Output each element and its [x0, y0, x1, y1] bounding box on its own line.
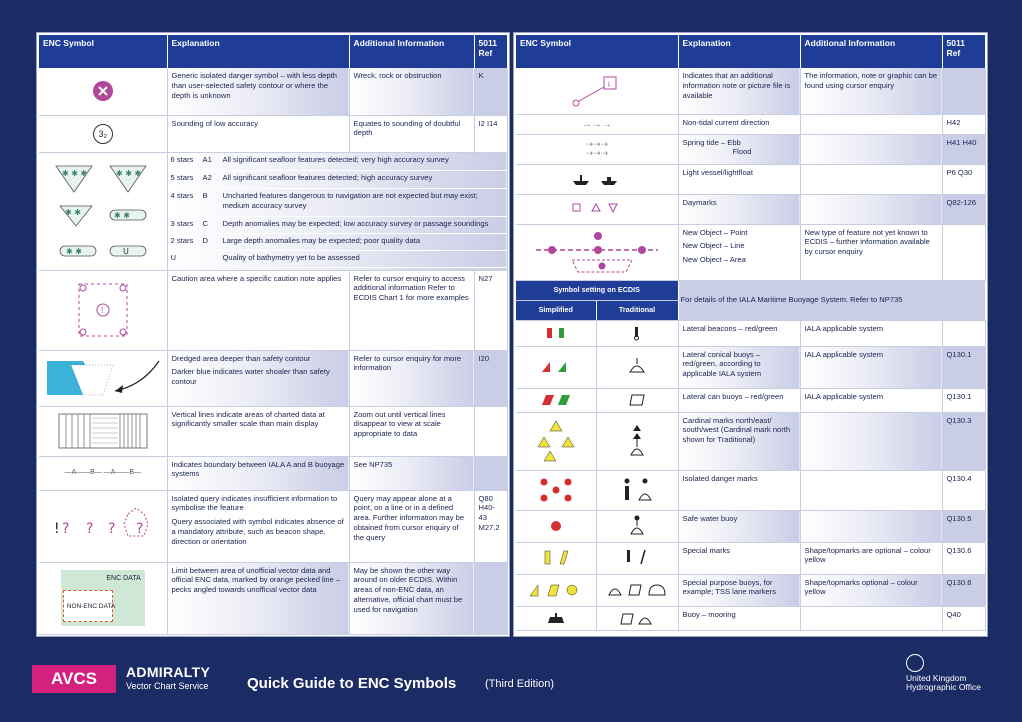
- svg-text:✱ ✱: ✱ ✱: [64, 208, 81, 217]
- can-traditional-icon: [625, 392, 649, 408]
- explanation-cell: [678, 134, 800, 164]
- table-row: [516, 134, 985, 164]
- zoc-symbols: [39, 152, 167, 270]
- col-header-info: Additional Information: [800, 35, 942, 68]
- safe-water-icon: [546, 518, 566, 534]
- ref-cell: K: [474, 68, 507, 115]
- table-row: [516, 224, 985, 280]
- query-icon: [48, 506, 158, 546]
- col-header-explanation: Explanation: [167, 35, 349, 68]
- info-cell: See NP735: [349, 456, 474, 490]
- star-label: U: [168, 251, 200, 268]
- star-code: B: [200, 189, 220, 217]
- right-header-row: [516, 35, 985, 68]
- star-code: A1: [200, 153, 220, 171]
- lateral-beacon-traditional: [596, 320, 678, 346]
- explanation-cell: Vertical lines indicate areas of charted data at significantly smaller scale than main display: [167, 406, 349, 456]
- star-text: All significant seafloor features detected; high accuracy survey: [220, 171, 507, 189]
- new-object-icon: [532, 228, 662, 276]
- light-vessel-icon: [567, 171, 627, 187]
- ref-cell: Q130.6: [942, 542, 985, 574]
- explanation-line: New Object – Point: [682, 227, 748, 237]
- sounding-value: 3₂: [93, 124, 113, 144]
- star-label: 4 stars: [168, 189, 200, 217]
- ref-cell: [474, 406, 507, 456]
- info-note-symbol: [516, 68, 678, 114]
- explanation-cell: Sounding of low accuracy: [167, 115, 349, 152]
- explanation-cell: Indicates that an additional information note or picture file is available: [678, 68, 800, 114]
- can-buoy-traditional: [596, 388, 678, 412]
- safe-water-simplified: [516, 510, 596, 542]
- tide-arrow-icon: ⇢⇢⇢ ⇢⇢⇢: [516, 134, 678, 164]
- explanation-cell: Special purpose buoys, for example; TSS lane markers: [678, 574, 800, 606]
- info-cell: Equates to sounding of doubtful depth: [349, 115, 474, 152]
- info-cell: May be shown the other way around on older ECDIS. Within areas of non-ENC data, an alternative, official chart must be used for navigation: [349, 562, 474, 634]
- left-symbol-table: [39, 35, 508, 635]
- ukho-line-2: Hydrographic Office: [906, 682, 981, 693]
- cardinal-mark-simplified: [516, 412, 596, 470]
- isolated-danger-mark-icon: [534, 476, 578, 504]
- explanation-cell: Cardinal marks north/east/ south/west (Cardinal mark north shown for Traditional): [678, 412, 800, 470]
- current-arrow-icon: →→→: [516, 114, 678, 134]
- conical-buoy-simplified: [516, 346, 596, 388]
- special-purpose-traditional-icon: [605, 581, 669, 599]
- table-row: [516, 470, 985, 510]
- info-note-icon: [562, 73, 632, 109]
- enc-data-label: ENC DATA: [106, 575, 141, 582]
- info-cell: Shape/topmarks are optional – colour yellow: [800, 542, 942, 574]
- guide-title: Quick Guide to ENC Symbols: [247, 675, 457, 692]
- dredged-area-symbol: [39, 350, 167, 406]
- mooring-traditional-icon: [617, 610, 657, 626]
- isolated-danger-traditional-icon: [617, 476, 657, 504]
- info-cell: [800, 412, 942, 470]
- star-row: [168, 217, 507, 234]
- table-row: [39, 456, 507, 490]
- ref-cell: I2 I14: [474, 115, 507, 152]
- safe-water-traditional: [596, 510, 678, 542]
- explanation-line: New Object – Area: [682, 255, 746, 265]
- svg-text:i: i: [607, 79, 610, 89]
- info-cell: Shape/topmarks optional – colour yellow: [800, 574, 942, 606]
- svg-text:!: !: [100, 306, 103, 315]
- caution-area-symbol: [39, 270, 167, 350]
- svg-text:✱ ✱: ✱ ✱: [113, 211, 130, 220]
- ref-cell: Q82-126: [942, 194, 985, 224]
- svg-text:?: ?: [61, 521, 70, 537]
- left-panel: [37, 33, 509, 636]
- table-row: [516, 574, 985, 606]
- ref-cell: Q80 H40-43 M27.2: [474, 490, 507, 562]
- explanation-cell: Safe water buoy: [678, 510, 800, 542]
- svg-text:!: !: [53, 521, 60, 537]
- info-cell: New type of feature not yet known to ECDIS – further information available by cursor enquiry: [800, 224, 942, 280]
- special-mark-traditional: [596, 542, 678, 574]
- explanation-cell: Special marks: [678, 542, 800, 574]
- cardinal-mark-icon: [536, 419, 576, 463]
- enc-limit-symbol: [39, 562, 167, 634]
- table-row: [39, 562, 507, 634]
- traditional-label: Traditional: [596, 300, 678, 320]
- special-mark-traditional-icon: [617, 548, 657, 568]
- info-cell: Zoom out until vertical lines disappear to view at scale appropriate to data: [349, 406, 474, 456]
- conical-buoy-icon: [538, 360, 574, 374]
- info-cell: Wreck, rock or obstruction: [349, 68, 474, 115]
- table-row: [39, 490, 507, 562]
- caution-area-icon: [73, 278, 133, 342]
- mooring-buoy-simplified: [516, 606, 596, 630]
- star-label: 6 stars: [168, 153, 200, 171]
- conical-traditional-icon: [625, 358, 649, 376]
- explanation-cell: Generic isolated danger symbol – with less depth than user-selected safety contour or where the depth is unknown: [167, 68, 349, 115]
- explanation-cell: Buoy – mooring: [678, 606, 800, 630]
- ref-cell: I20: [474, 350, 507, 406]
- explanation-line: Darker blue indicates water shoaler than safety contour: [171, 367, 330, 387]
- ref-cell: Q130.6: [942, 574, 985, 606]
- ref-cell: Q130.4: [942, 470, 985, 510]
- col-header-explanation: Explanation: [678, 35, 800, 68]
- star-code: C: [200, 217, 220, 234]
- light-vessel-symbol: [516, 164, 678, 194]
- left-header-row: [39, 35, 507, 68]
- ref-cell: Q130.1: [942, 388, 985, 412]
- star-label: 2 stars: [168, 234, 200, 251]
- ecdis-setting-row: [516, 280, 985, 300]
- ref-cell: Q40: [942, 606, 985, 630]
- crest-icon: [906, 654, 924, 672]
- special-mark-icon: [538, 548, 574, 568]
- footer: [0, 648, 1022, 722]
- vector-chart-service-text: Vector Chart Service: [126, 681, 209, 691]
- ref-cell: [474, 562, 507, 634]
- simplified-label: Simplified: [516, 300, 596, 320]
- mooring-buoy-icon: [544, 611, 568, 625]
- explanation-line: Query associated with symbol indicates absence of a mandatory attribute, such as beacon shape, direction or orientation: [171, 517, 344, 546]
- safe-water-traditional-icon: [625, 514, 649, 538]
- table-row: [516, 114, 985, 134]
- star-text: All significant seafloor features detected; very high accuracy survey: [220, 153, 507, 171]
- lateral-beacon-simplified: [516, 320, 596, 346]
- star-code: A2: [200, 171, 220, 189]
- special-purpose-traditional: [596, 574, 678, 606]
- isolated-danger-symbol: [39, 68, 167, 115]
- table-row: [516, 412, 985, 470]
- explanation-cell: [167, 350, 349, 406]
- svg-text:✱ ✱ ✱: ✱ ✱ ✱: [61, 169, 87, 178]
- col-header-info: Additional Information: [349, 35, 474, 68]
- special-purpose-icon: [526, 582, 586, 598]
- star-rating-table: [168, 153, 507, 269]
- zone-of-confidence-icon: [48, 156, 158, 266]
- star-label: 3 stars: [168, 217, 200, 234]
- iala-note: For details of the IALA Maritime Buoyage System. Refer to NP735: [678, 280, 985, 320]
- info-cell: IALA applicable system: [800, 346, 942, 388]
- explanation-cell: Limit between area of unofficial vector data and official ENC data, marked by orange pecked line – pecks angled towards unofficial vector data: [167, 562, 349, 634]
- col-header-ref: 5011 Ref: [942, 35, 985, 68]
- explanation-line: Dredged area deeper than safety contour: [171, 353, 311, 363]
- avcs-badge: AVCS: [32, 665, 116, 693]
- explanation-cell: Non-tidal current direction: [678, 114, 800, 134]
- explanation-cell: Lateral conical buoys – red/green, according to applicable IALA system: [678, 346, 800, 388]
- star-code: D: [200, 234, 220, 251]
- ref-cell: Q130.3: [942, 412, 985, 470]
- star-text: Quality of bathymetry yet to be assessed: [220, 251, 507, 268]
- ref-cell: H41 H40: [942, 134, 985, 164]
- cardinal-mark-traditional: [596, 412, 678, 470]
- ref-cell: [942, 68, 985, 114]
- table-row: [39, 406, 507, 456]
- ref-cell: P6 Q30: [942, 164, 985, 194]
- ref-cell: [942, 320, 985, 346]
- info-cell: [800, 164, 942, 194]
- isolated-danger-icon: [91, 79, 115, 103]
- star-label: 5 stars: [168, 171, 200, 189]
- info-cell: [800, 114, 942, 134]
- ref-cell: [474, 456, 507, 490]
- info-cell: [800, 510, 942, 542]
- info-cell: Query may appear alone at a point, on a line or in a defined area. Further information may be obtained from cursor enquiry of the query: [349, 490, 474, 562]
- beacon-traditional-icon: [627, 325, 647, 341]
- smaller-scale-symbol: [39, 406, 167, 456]
- table-row: [516, 194, 985, 224]
- cardinal-traditional-icon: [625, 423, 649, 459]
- info-cell: [800, 134, 942, 164]
- daymark-icon: [567, 201, 627, 217]
- mooring-buoy-traditional: [596, 606, 678, 630]
- dredged-area-icon: [43, 355, 163, 401]
- ecdis-setting-title: Symbol setting on ECDIS: [516, 280, 678, 300]
- enc-limit-graphic: [61, 570, 145, 626]
- ref-cell: Q130.5: [942, 510, 985, 542]
- star-text: Depth anomalies may be expected; low accuracy survey or passage soundings: [220, 217, 507, 234]
- info-cell: Refer to cursor enquiry for more information: [349, 350, 474, 406]
- explanation-line: New Object – Line: [682, 241, 745, 251]
- explanation-cell: Indicates boundary between IALA A and B buoyage systems: [167, 456, 349, 490]
- star-text: Large depth anomalies may be expected; poor quality data: [220, 234, 507, 251]
- star-code: [200, 251, 220, 268]
- star-row: [168, 171, 507, 189]
- table-row: [39, 152, 507, 270]
- table-row: [516, 606, 985, 630]
- lateral-beacon-icon: [541, 326, 571, 340]
- ref-cell: H42: [942, 114, 985, 134]
- can-buoy-icon: [538, 393, 574, 407]
- table-row: [516, 164, 985, 194]
- table-row: [39, 350, 507, 406]
- col-header-ref: 5011 Ref: [474, 35, 507, 68]
- info-cell: [800, 194, 942, 224]
- info-cell: [800, 606, 942, 630]
- admiralty-logo-text: ADMIRALTY: [126, 664, 211, 680]
- non-enc-data-label: NON-ENC DATA: [66, 603, 116, 610]
- explanation-line: Flood: [732, 147, 752, 157]
- edition-label: (Third Edition): [485, 678, 555, 690]
- can-buoy-simplified: [516, 388, 596, 412]
- table-row: [39, 115, 507, 152]
- table-row: [39, 270, 507, 350]
- svg-text:?: ?: [107, 521, 116, 537]
- svg-text:U: U: [122, 247, 129, 256]
- isolated-danger-mark-simplified: [516, 470, 596, 510]
- low-accuracy-sounding-symbol: [39, 115, 167, 152]
- explanation-cell: Lateral can buoys – red/green: [678, 388, 800, 412]
- isolated-danger-mark-traditional: [596, 470, 678, 510]
- svg-text:✱ ✱: ✱ ✱: [65, 247, 82, 256]
- explanation-cell: Daymarks: [678, 194, 800, 224]
- star-row: [168, 189, 507, 217]
- info-cell: IALA applicable system: [800, 320, 942, 346]
- table-row: [39, 68, 507, 115]
- info-cell: Refer to cursor enquiry to access additional information Refer to ECDIS Chart 1 for more examples: [349, 270, 474, 350]
- ukho-logo: [906, 654, 981, 693]
- star-row: [168, 234, 507, 251]
- star-row: [168, 153, 507, 171]
- explanation-cell: [678, 224, 800, 280]
- svg-text:?: ?: [85, 521, 94, 537]
- svg-text:✱ ✱ ✱: ✱ ✱ ✱: [115, 169, 141, 178]
- explanation-cell: Isolated danger marks: [678, 470, 800, 510]
- table-row: [516, 510, 985, 542]
- special-purpose-simplified: [516, 574, 596, 606]
- info-cell: IALA applicable system: [800, 388, 942, 412]
- info-cell: The information, note or graphic can be found using cursor enquiry: [800, 68, 942, 114]
- right-panel: [514, 33, 987, 636]
- ref-cell: N27: [474, 270, 507, 350]
- info-cell: [800, 470, 942, 510]
- daymarks-symbol: [516, 194, 678, 224]
- table-row: [516, 346, 985, 388]
- special-mark-simplified: [516, 542, 596, 574]
- explanation-line: Isolated query indicates insufficient information to symbolise the feature: [171, 493, 338, 513]
- explanation-cell: Lateral beacons – red/green: [678, 320, 800, 346]
- explanation-cell: [167, 490, 349, 562]
- vertical-lines-icon: [58, 413, 148, 449]
- ukho-line-1: United Kingdom: [906, 673, 967, 683]
- table-row: [516, 542, 985, 574]
- ref-cell: [942, 224, 985, 280]
- ref-cell: Q130.1: [942, 346, 985, 388]
- conical-buoy-traditional: [596, 346, 678, 388]
- new-object-symbol: [516, 224, 678, 280]
- iala-boundary-symbol: —A——B— —A——B—: [39, 456, 167, 490]
- explanation-cell: Caution area where a specific caution note applies: [167, 270, 349, 350]
- star-row: [168, 251, 507, 268]
- explanation-cell: Light vessel/lightfloat: [678, 164, 800, 194]
- query-symbols: [39, 490, 167, 562]
- col-header-symbol: ENC Symbol: [516, 35, 678, 68]
- svg-text:?: ?: [135, 521, 144, 537]
- table-row: [516, 388, 985, 412]
- explanation-line: Spring tide – Ebb: [682, 137, 741, 147]
- star-rating-cell: [167, 152, 507, 270]
- col-header-symbol: ENC Symbol: [39, 35, 167, 68]
- table-row: [516, 68, 985, 114]
- star-text: Uncharted features dangerous to navigation are not expected but may exist; medium accuracy survey: [220, 189, 507, 217]
- table-row: [516, 320, 985, 346]
- right-symbol-table: [516, 35, 986, 631]
